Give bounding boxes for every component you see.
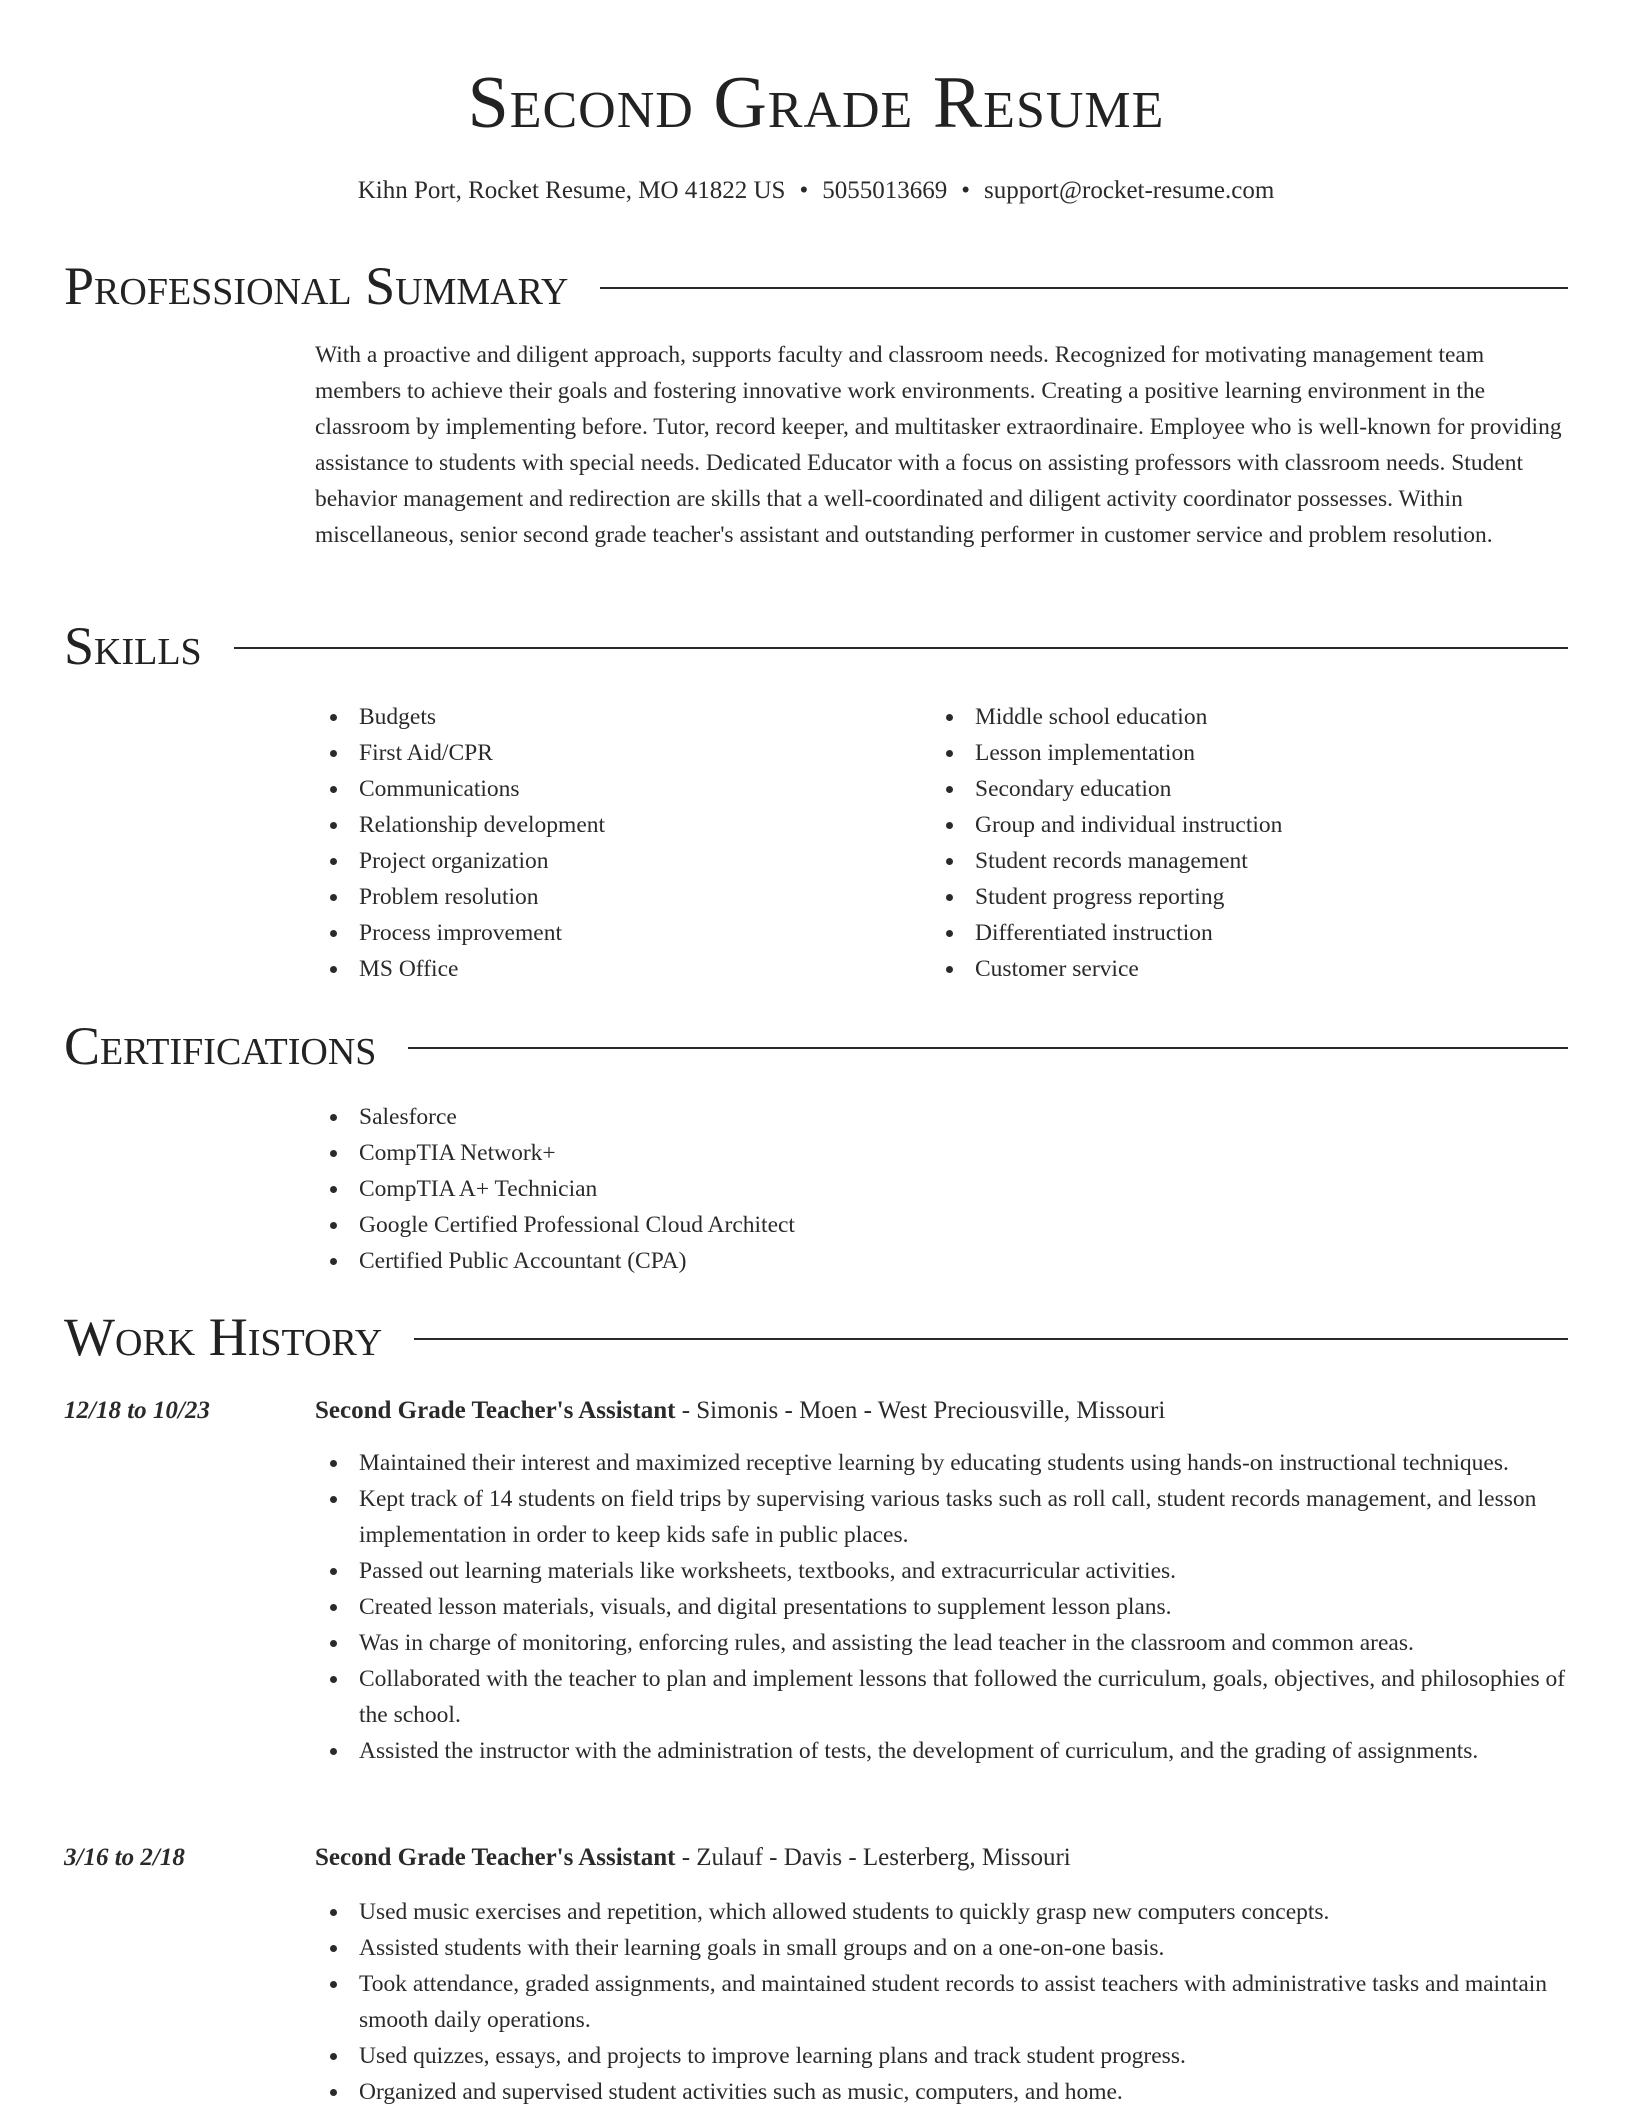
work-history-heading: Work History [64, 1307, 383, 1367]
job-title-line [315, 1841, 1568, 1875]
contact-phone: 5055013669 [822, 177, 948, 204]
contact-email: support@rocket-resume.com [984, 177, 1275, 204]
job-duties-list [315, 1445, 1568, 1769]
skill-item: Lesson implementation [931, 735, 1531, 771]
skills-list-right [931, 699, 1531, 987]
job-duty-item: Maintained their interest and maximized receptive learning by educating students using hands-on instructional techniques. [315, 1445, 1568, 1481]
skill-item: Process improvement [315, 915, 915, 951]
section-divider [414, 1338, 1568, 1340]
job-duties-list [315, 1894, 1568, 2110]
certifications-heading: Certifications [64, 1016, 377, 1076]
job-role: Second Grade Teacher's Assistant [315, 1844, 676, 1871]
certification-item: Certified Public Accountant (CPA) [315, 1243, 1515, 1279]
job-duty-item: Assisted students with their learning goals in small groups and on a one-on-one basis. [315, 1930, 1568, 1966]
job-duty-item: Kept track of 14 students on field trips by supervising various tasks such as roll call, student records management, and lesson implementation in order to keep kids safe in public places. [315, 1481, 1568, 1553]
skill-item: Student records management [931, 843, 1531, 879]
skill-item: Group and individual instruction [931, 807, 1531, 843]
section-divider [600, 287, 1568, 289]
job-title-line [315, 1394, 1568, 1428]
skill-item: Differentiated instruction [931, 915, 1531, 951]
contact-separator: • [799, 177, 809, 204]
job-duty-item: Was in charge of monitoring, enforcing rules, and assisting the lead teacher in the classroom and common areas. [315, 1625, 1568, 1661]
job-employer: - Simonis - Moen - West Preciousville, Missouri [675, 1397, 1166, 1424]
section-divider [408, 1047, 1568, 1049]
skill-item: Communications [315, 771, 915, 807]
job-duty-item: Passed out learning materials like worksheets, textbooks, and extracurricular activities. [315, 1553, 1568, 1589]
job-dates: 12/18 to 10/23 [64, 1397, 210, 1424]
resume-name: Second Grade Resume [467, 62, 1165, 144]
skill-item: Student progress reporting [931, 879, 1531, 915]
job-duty-item: Created lesson materials, visuals, and digital presentations to supplement lesson plans. [315, 1589, 1568, 1625]
contact-line [0, 174, 1632, 208]
certification-item: Google Certified Professional Cloud Architect [315, 1207, 1515, 1243]
summary-text: With a proactive and diligent approach, supports faculty and classroom needs. Recognized for motivating management team members to achieve their goals and fostering innovative work environments. Creating a positive learning environment in the classroom by implementing before. Tutor, record keeper, and multitasker extraordinaire. Employee who is well-known for providing assistance to students with special needs. Dedicated Educator with a focus on assisting professors with classroom needs. Student behavior management and redirection are skills that a well-coordinated and diligent activity coordinator possesses. Within miscellaneous, senior second grade teacher's assistant and outstanding performer in customer service and problem resolution. [315, 342, 1562, 548]
skill-item: Middle school education [931, 699, 1531, 735]
job-duty-item: Assisted the instructor with the administration of tests, the development of curriculum, and the grading of assignments. [315, 1733, 1568, 1769]
summary-section-header [64, 254, 1568, 318]
skills-heading: Skills [64, 616, 202, 676]
skill-item: Relationship development [315, 807, 915, 843]
section-divider [234, 647, 1568, 649]
job-duty-item: Used quizzes, essays, and projects to improve learning plans and track student progress. [315, 2038, 1568, 2074]
skills-list-left [315, 699, 915, 987]
work-history-section-header [64, 1305, 1568, 1369]
skill-item: Project organization [315, 843, 915, 879]
job-duty-item: Used music exercises and repetition, which allowed students to quickly grasp new computers concepts. [315, 1894, 1568, 1930]
contact-separator: • [961, 177, 970, 204]
skill-item: First Aid/CPR [315, 735, 915, 771]
job-dates: 3/16 to 2/18 [64, 1844, 185, 1871]
skill-item: Customer service [931, 951, 1531, 987]
summary-heading: Professional Summary [64, 256, 569, 316]
job-role: Second Grade Teacher's Assistant [315, 1397, 676, 1424]
skill-item: MS Office [315, 951, 915, 987]
job-duty-item: Took attendance, graded assignments, and maintained student records to assist teachers with administrative tasks and maintain smooth daily operations. [315, 1966, 1568, 2038]
job-employer: - Zulauf - Davis - Lesterberg, Missouri [675, 1844, 1071, 1871]
skill-item: Budgets [315, 699, 915, 735]
certification-item: CompTIA A+ Technician [315, 1171, 1515, 1207]
skills-section-header [64, 614, 1568, 678]
job-duty-item: Organized and supervised student activities such as music, computers, and home. [315, 2074, 1568, 2110]
certifications-list [315, 1099, 1515, 1279]
certifications-section-header [64, 1014, 1568, 1078]
certification-item: Salesforce [315, 1099, 1515, 1135]
job-duty-item: Collaborated with the teacher to plan and implement lessons that followed the curriculum, goals, objectives, and philosophies of the school. [315, 1661, 1568, 1733]
certification-item: CompTIA Network+ [315, 1135, 1515, 1171]
skill-item: Secondary education [931, 771, 1531, 807]
contact-address: Kihn Port, Rocket Resume, MO 41822 US [357, 177, 786, 204]
skill-item: Problem resolution [315, 879, 915, 915]
